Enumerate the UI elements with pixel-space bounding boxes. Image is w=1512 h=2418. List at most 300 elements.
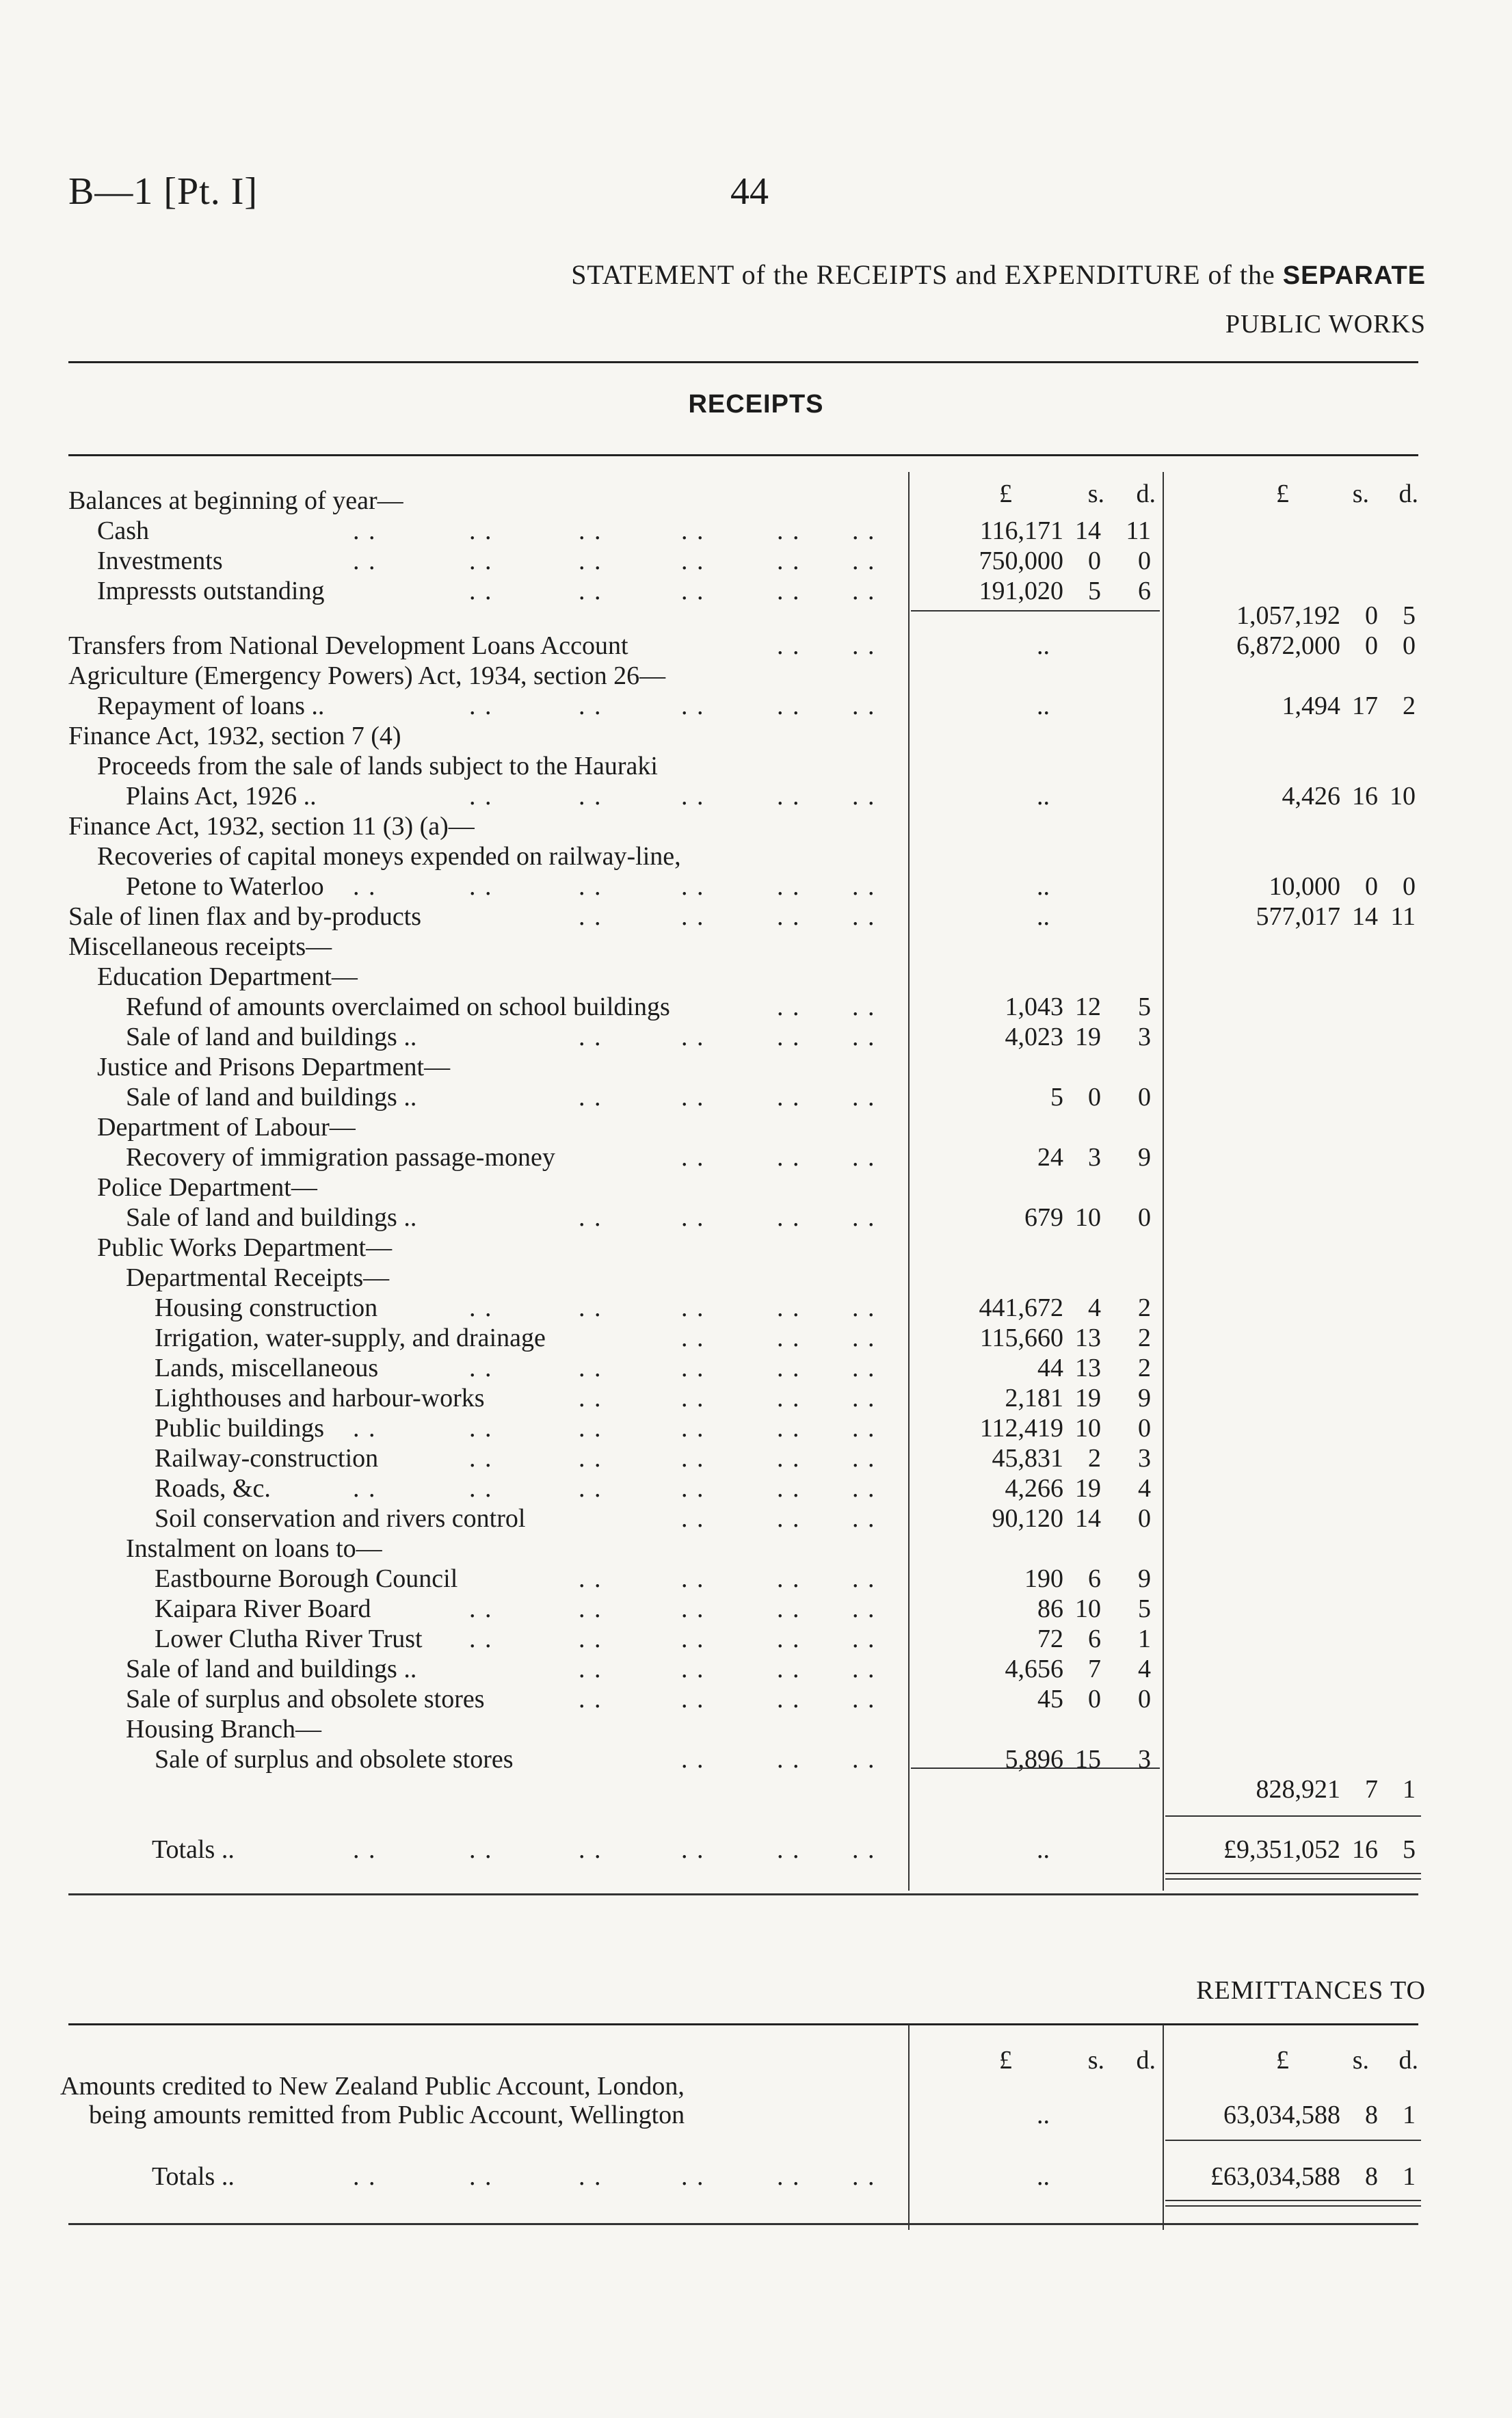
outer-amount-pounds: 577,017 [1256,902,1340,931]
outer-amount-pounds: 1,494 [1282,692,1340,720]
dot-leader: . . [579,692,602,720]
dot-leader: . . [777,516,801,545]
header-divider [68,361,1418,363]
receipts-row [0,601,1512,631]
row-description: Public Works Department— [97,1233,393,1262]
row-description: Housing construction [155,1293,378,1322]
inner-amount-shillings: 4 [1088,1293,1101,1322]
row-description: Sale of land and buildings .. [126,1203,417,1232]
statement-subtitle: PUBLIC WORKS [1225,310,1426,339]
dot-leader: . . [852,631,876,660]
dot-leader: . . [777,2162,801,2191]
inner-amount-pence: 4 [1138,1474,1151,1503]
receipts-row [0,871,1512,902]
dot-leader: . . [469,1293,493,1322]
inner-amount-pounds: 44 [1037,1354,1063,1382]
row-description: Finance Act, 1932, section 7 (4) [68,722,401,750]
dot-leader: . . [681,1655,705,1683]
dot-leader: . . [777,1143,801,1172]
dot-leader: . . [681,1444,705,1473]
receipts-row [0,781,1512,811]
inner-amount-shillings: 10 [1075,1414,1101,1443]
inner-amount-pence: 0 [1138,1685,1151,1713]
remit-totals-double-rule [1165,2200,1421,2207]
dot-leader: . . [469,1594,493,1623]
inner-amount-shillings: 10 [1075,1203,1101,1232]
remit-bottom-rule [68,2223,1418,2225]
inner-subtotal-rule [911,1767,1160,1769]
row-description: Transfers from National Development Loans Account [68,631,628,660]
row-description: Sale of surplus and obsolete stores [126,1685,485,1713]
dot-leader: . . [579,1203,602,1232]
outer-shilling-header: s. [1352,479,1369,508]
inner-amount-pence: 5 [1138,1594,1151,1623]
inner-amount-pence: 1 [1138,1625,1151,1653]
dot-leader: . . [777,692,801,720]
title-bold: SEPARATE [1282,261,1426,290]
dot-leader: . . [579,1354,602,1382]
dot-leader: . . [353,1414,377,1443]
inner-amount-shillings: 3 [1088,1143,1101,1172]
dot-leader: . . [579,1384,602,1412]
receipts-totals-row [0,1835,1512,1865]
receipts-row [0,1684,1512,1714]
totals-amount-pence: 5 [1403,1835,1416,1864]
inner-blank: .. [1037,2101,1050,2129]
dot-leader: . . [777,1745,801,1774]
inner-amount-shillings: 10 [1075,1594,1101,1623]
inner-amount-pounds: 72 [1037,1625,1063,1653]
dot-leader: . . [469,516,493,545]
outer-amount-shillings: 14 [1352,902,1378,931]
receipts-row [0,1172,1512,1203]
dot-leader: . . [777,1504,801,1533]
dot-leader: . . [681,1414,705,1443]
receipts-row [0,962,1512,992]
row-description: Plains Act, 1926 .. [126,782,317,811]
dot-leader: . . [681,1293,705,1322]
dot-leader: . . [681,1625,705,1653]
dot-leader: . . [469,1354,493,1382]
outer-amount-pounds: 10,000 [1269,872,1340,901]
dot-leader: . . [681,1354,705,1382]
dot-leader: . . [579,1564,602,1593]
receipts-row [0,1383,1512,1413]
row-description: Justice and Prisons Department— [97,1053,451,1081]
inner-blank: .. [1037,1835,1050,1864]
dot-leader: . . [777,1414,801,1443]
inner-amount-pence: 3 [1138,1444,1151,1473]
row-description: Investments [97,547,223,575]
inner-amount-pounds: 1,043 [1005,993,1063,1021]
dot-leader: . . [681,872,705,901]
dot-leader: . . [353,2162,377,2191]
dot-leader: . . [681,1594,705,1623]
outer-pound-header: £ [1276,2046,1289,2075]
inner-subtotal-rule [911,610,1160,612]
inner-amount-pence: 6 [1138,577,1151,605]
dot-leader: . . [852,993,876,1021]
inner-amount-pounds: 24 [1037,1143,1063,1172]
remit-description: being amounts remitted from Public Account, Wellington [89,2101,685,2129]
row-description: Soil conservation and rivers control [155,1504,526,1533]
dot-leader: . . [579,1293,602,1322]
totals-label: Totals .. [152,1835,235,1864]
dot-leader: . . [852,577,876,605]
dot-leader: . . [852,872,876,901]
dot-leader: . . [579,1083,602,1112]
dot-leader: . . [681,1143,705,1172]
receipts-row [0,902,1512,932]
dot-leader: . . [579,872,602,901]
receipts-row [0,546,1512,576]
outer-amount-shillings: 0 [1365,631,1378,660]
receipts-row [0,811,1512,841]
row-description: Police Department— [97,1173,317,1202]
dot-leader: . . [353,547,377,575]
inner-amount-pounds: 2,181 [1005,1384,1063,1412]
inner-shilling-header: s. [1087,479,1104,508]
receipts-row [0,486,1512,516]
receipts-row [0,1413,1512,1443]
row-description: Petone to Waterloo [126,872,324,901]
dot-leader: . . [681,1504,705,1533]
dot-leader: . . [852,1504,876,1533]
receipts-row [0,1654,1512,1684]
inner-blank: .. [1037,692,1050,720]
dot-leader: . . [681,1835,705,1864]
receipts-row [0,631,1512,661]
row-description: Sale of land and buildings .. [126,1023,417,1051]
dot-leader: . . [852,1625,876,1653]
row-description: Sale of linen flax and by-products [68,902,422,931]
title-prefix: STATEMENT of the RECEIPTS and EXPENDITURE of the [571,259,1275,290]
row-description: Impressts outstanding [97,577,325,605]
receipts-row [0,721,1512,751]
dot-leader: . . [852,1474,876,1503]
dot-leader: . . [579,547,602,575]
dot-leader: . . [469,1474,493,1503]
outer-shilling-header: s. [1352,2046,1369,2075]
outer-amount-shillings: 16 [1352,782,1378,811]
remit-totals-amount-pence: 1 [1403,2162,1416,2191]
dot-leader: . . [852,1745,876,1774]
dot-leader: . . [353,1474,377,1503]
remit-totals-amount-pounds: £63,034,588 [1210,2162,1340,2191]
dot-leader: . . [777,1324,801,1352]
dot-leader: . . [469,1444,493,1473]
inner-amount-shillings: 14 [1075,1504,1101,1533]
section-reference: B—1 [Pt. I] [68,170,258,213]
dot-leader: . . [579,2162,602,2191]
outer-amount-shillings: 17 [1352,692,1378,720]
receipts-row [0,691,1512,721]
outer-amount-pence: 0 [1403,631,1416,660]
dot-leader: . . [777,1203,801,1232]
outer-amount-pence: 0 [1403,872,1416,901]
dot-leader: . . [579,1835,602,1864]
dot-leader: . . [681,692,705,720]
row-description: Sale of land and buildings .. [126,1655,417,1683]
inner-amount-pence: 9 [1138,1384,1151,1412]
dot-leader: . . [777,1354,801,1382]
inner-amount-shillings: 6 [1088,1625,1101,1653]
dot-leader: . . [852,547,876,575]
row-description: Recovery of immigration passage-money [126,1143,555,1172]
dot-leader: . . [681,2162,705,2191]
dot-leader: . . [681,1023,705,1051]
inner-amount-pence: 2 [1138,1293,1151,1322]
inner-amount-pounds: 86 [1037,1594,1063,1623]
dot-leader: . . [852,1384,876,1412]
remit-description-line [0,2100,1512,2130]
inner-amount-shillings: 2 [1088,1444,1101,1473]
row-description: Balances at beginning of year— [68,486,403,515]
dot-leader: . . [579,577,602,605]
outer-amount-pence: 5 [1403,601,1416,630]
dot-leader: . . [469,1835,493,1864]
dot-leader: . . [681,1203,705,1232]
dot-leader: . . [852,692,876,720]
row-description: Public buildings [155,1414,325,1443]
remit-description: Amounts credited to New Zealand Public Account, London, [60,2072,685,2101]
dot-leader: . . [852,782,876,811]
dot-leader: . . [852,1444,876,1473]
remit-amount-pounds: 63,034,588 [1223,2101,1340,2129]
receipts-row [0,1022,1512,1052]
inner-amount-pounds: 45 [1037,1685,1063,1713]
receipts-bottom-rule [68,1893,1418,1895]
totals-label: Totals .. [152,2162,235,2191]
dot-leader: . . [353,872,377,901]
dot-leader: . . [579,516,602,545]
outer-pence-header: d. [1398,479,1418,508]
inner-shilling-header: s. [1087,2046,1104,2075]
receipts-row [0,1443,1512,1473]
dot-leader: . . [777,1474,801,1503]
inner-amount-shillings: 19 [1075,1474,1101,1503]
dot-leader: . . [852,1835,876,1864]
inner-amount-pounds: 115,660 [979,1324,1063,1352]
outer-amount-pounds: 828,921 [1256,1775,1340,1804]
inner-amount-pounds: 45,831 [992,1444,1063,1473]
receipts-row [0,1594,1512,1624]
inner-amount-pence: 4 [1138,1655,1151,1683]
dot-leader: . . [681,516,705,545]
inner-amount-pounds: 112,419 [979,1414,1063,1443]
inner-pence-header: d. [1136,479,1156,508]
dot-leader: . . [469,692,493,720]
dot-leader: . . [852,516,876,545]
dot-leader: . . [777,1564,801,1593]
remit-outer-rule [1165,2140,1421,2141]
remit-totals-row [0,2161,1512,2192]
inner-amount-pence: 0 [1138,547,1151,575]
receipts-row [0,1323,1512,1353]
receipts-row [0,1774,1512,1804]
dot-leader: . . [681,1564,705,1593]
row-description: Lower Clutha River Trust [155,1625,423,1653]
row-description: Refund of amounts overclaimed on school buildings [126,993,670,1021]
inner-amount-pounds: 191,020 [979,577,1063,605]
dot-leader: . . [579,1625,602,1653]
row-description: Recoveries of capital moneys expended on railway-line, [97,842,681,871]
inner-amount-pounds: 190 [1024,1564,1063,1593]
inner-amount-shillings: 13 [1075,1324,1101,1352]
receipts-row [0,1263,1512,1293]
inner-amount-shillings: 5 [1088,577,1101,605]
inner-amount-pence: 5 [1138,993,1151,1021]
receipts-row [0,1473,1512,1503]
row-description: Cash [97,516,149,545]
receipts-row [0,1503,1512,1534]
receipts-row [0,1624,1512,1654]
dot-leader: . . [777,547,801,575]
receipts-col-separator-2 [1163,472,1164,1891]
inner-amount-pounds: 4,023 [1005,1023,1063,1051]
receipts-row [0,1534,1512,1564]
dot-leader: . . [681,1083,705,1112]
inner-amount-pence: 0 [1138,1203,1151,1232]
inner-amount-pounds: 441,672 [979,1293,1063,1322]
dot-leader: . . [681,547,705,575]
row-description: Sale of surplus and obsolete stores [155,1745,514,1774]
dot-leader: . . [777,872,801,901]
dot-leader: . . [852,1203,876,1232]
remit-amount-shillings: 8 [1365,2101,1378,2129]
receipts-row [0,992,1512,1022]
page-number: 44 [730,170,769,213]
dot-leader: . . [469,1414,493,1443]
outer-amount-pence: 11 [1390,902,1416,931]
dot-leader: . . [469,872,493,901]
inner-amount-shillings: 15 [1075,1745,1101,1774]
dot-leader: . . [579,1685,602,1713]
inner-amount-pence: 3 [1138,1745,1151,1774]
dot-leader: . . [777,1083,801,1112]
outer-pound-header: £ [1276,479,1289,508]
dot-leader: . . [777,902,801,931]
inner-pound-header: £ [999,479,1012,508]
dot-leader: . . [681,577,705,605]
receipts-row [0,932,1512,962]
receipts-row [0,1564,1512,1594]
dot-leader: . . [579,902,602,931]
dot-leader: . . [681,1685,705,1713]
receipts-row [0,661,1512,691]
dot-leader: . . [852,1685,876,1713]
inner-amount-pounds: 90,120 [992,1504,1063,1533]
dot-leader: . . [852,1143,876,1172]
row-description: Roads, &c. [155,1474,271,1503]
inner-amount-shillings: 19 [1075,1384,1101,1412]
dot-leader: . . [777,1023,801,1051]
inner-amount-pounds: 4,656 [1005,1655,1063,1683]
outer-amount-pounds: 6,872,000 [1236,631,1340,660]
dot-leader: . . [852,1293,876,1322]
dot-leader: . . [579,1655,602,1683]
dot-leader: . . [777,1384,801,1412]
dot-leader: . . [579,1594,602,1623]
dot-leader: . . [852,1083,876,1112]
inner-amount-pounds: 5,896 [1005,1745,1063,1774]
dot-leader: . . [579,1023,602,1051]
receipts-heading: RECEIPTS [688,390,824,419]
dot-leader: . . [852,1655,876,1683]
receipts-row [0,841,1512,871]
remittances-heading: REMITTANCES TO [1196,1976,1426,2005]
inner-amount-pence: 2 [1138,1354,1151,1382]
outer-amount-shillings: 0 [1365,872,1378,901]
receipts-row [0,1744,1512,1774]
dot-leader: . . [777,1594,801,1623]
dot-leader: . . [777,577,801,605]
remit-amount-pence: 1 [1403,2101,1416,2129]
receipts-row [0,1353,1512,1383]
dot-leader: . . [852,902,876,931]
inner-amount-pence: 0 [1138,1414,1151,1443]
totals-double-rule [1165,1873,1421,1880]
row-description: Department of Labour— [97,1113,356,1142]
inner-amount-pounds: 4,266 [1005,1474,1063,1503]
dot-leader: . . [777,993,801,1021]
dot-leader: . . [579,782,602,811]
inner-amount-pence: 11 [1126,516,1151,545]
dot-leader: . . [777,1444,801,1473]
row-description: Lands, miscellaneous [155,1354,379,1382]
inner-amount-shillings: 0 [1088,1083,1101,1112]
dot-leader: . . [852,1564,876,1593]
dot-leader: . . [579,1414,602,1443]
row-description: Instalment on loans to— [126,1534,382,1563]
dot-leader: . . [681,902,705,931]
inner-amount-pence: 9 [1138,1564,1151,1593]
receipts-top-rule [68,454,1418,456]
inner-blank: .. [1037,631,1050,660]
dot-leader: . . [681,1745,705,1774]
inner-blank: .. [1037,872,1050,901]
dot-leader: . . [852,1324,876,1352]
receipts-row [0,516,1512,546]
dot-leader: . . [469,1625,493,1653]
dot-leader: . . [681,1384,705,1412]
dot-leader: . . [469,782,493,811]
inner-blank: .. [1037,902,1050,931]
inner-amount-shillings: 19 [1075,1023,1101,1051]
dot-leader: . . [777,1293,801,1322]
row-description: Kaipara River Board [155,1594,371,1623]
outer-amount-pounds: 1,057,192 [1236,601,1340,630]
row-description: Repayment of loans .. [97,692,325,720]
inner-amount-pounds: 116,171 [979,516,1063,545]
outer-total-rule [1165,1815,1421,1817]
outer-pence-header: d. [1398,2046,1418,2075]
dot-leader: . . [681,782,705,811]
outer-amount-pence: 10 [1390,782,1416,811]
receipts-row [0,1112,1512,1142]
row-description: Education Department— [97,962,358,991]
inner-amount-shillings: 12 [1075,993,1101,1021]
totals-amount-shillings: 16 [1352,1835,1378,1864]
receipts-row [0,1293,1512,1323]
row-description: Proceeds from the sale of lands subject to the Hauraki [97,752,658,780]
receipts-row [0,751,1512,781]
dot-leader: . . [469,577,493,605]
receipts-row [0,1142,1512,1172]
inner-amount-pence: 2 [1138,1324,1151,1352]
inner-amount-pounds: 679 [1024,1203,1063,1232]
totals-amount-pounds: £9,351,052 [1223,1835,1340,1864]
